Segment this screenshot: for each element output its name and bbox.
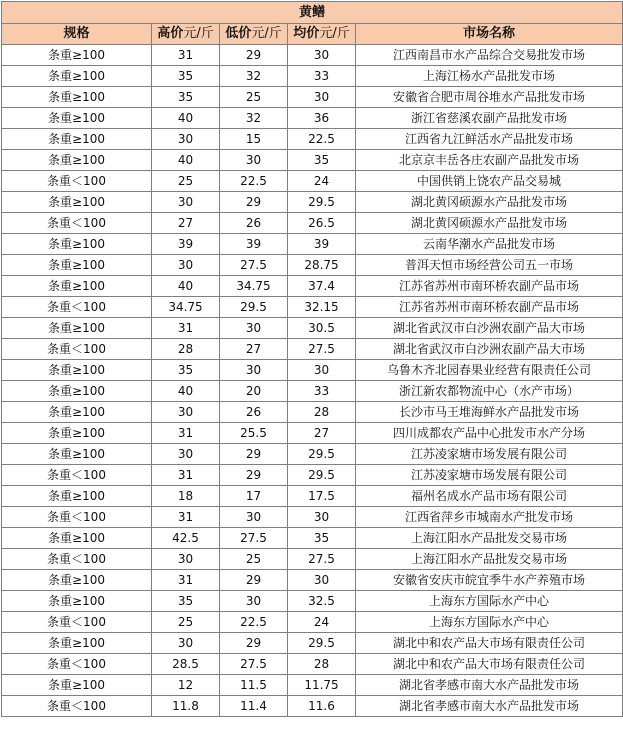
cell-low: 20	[220, 381, 288, 402]
cell-market: 安徽省合肥市周谷堆水产品批发市场	[356, 87, 623, 108]
cell-avg: 27	[288, 423, 356, 444]
table-row	[2, 171, 623, 192]
table-row	[2, 234, 623, 255]
table-row	[2, 591, 623, 612]
cell-spec: 条重＜100	[2, 171, 152, 192]
cell-market: 上海东方国际水产中心	[356, 612, 623, 633]
cell-low: 30	[220, 150, 288, 171]
cell-low: 27.5	[220, 528, 288, 549]
cell-market: 上海江杨水产品批发市场	[356, 66, 623, 87]
cell-spec: 条重≥100	[2, 486, 152, 507]
table-row	[2, 486, 623, 507]
cell-high: 35	[152, 591, 220, 612]
cell-spec: 条重≥100	[2, 402, 152, 423]
header-low-label: 低价	[225, 26, 252, 41]
cell-avg: 29.5	[288, 633, 356, 654]
cell-spec: 条重≥100	[2, 444, 152, 465]
cell-high: 12	[152, 675, 220, 696]
cell-avg: 29.5	[288, 444, 356, 465]
cell-spec: 条重≥100	[2, 276, 152, 297]
cell-low: 25	[220, 549, 288, 570]
cell-market: 上海江阳水产品批发交易市场	[356, 528, 623, 549]
table-row	[2, 633, 623, 654]
table-row	[2, 108, 623, 129]
cell-low: 25.5	[220, 423, 288, 444]
table-row	[2, 255, 623, 276]
cell-low: 30	[220, 507, 288, 528]
cell-high: 27	[152, 213, 220, 234]
cell-spec: 条重＜100	[2, 654, 152, 675]
cell-low: 27.5	[220, 255, 288, 276]
cell-low: 17	[220, 486, 288, 507]
table-row	[2, 549, 623, 570]
cell-high: 30	[152, 444, 220, 465]
cell-market: 北京京丰岳各庄农副产品批发市场	[356, 150, 623, 171]
cell-market: 江西省九江鲜活水产品批发市场	[356, 129, 623, 150]
cell-high: 31	[152, 570, 220, 591]
table-body	[2, 45, 623, 717]
cell-high: 40	[152, 276, 220, 297]
cell-high: 31	[152, 423, 220, 444]
cell-high: 31	[152, 318, 220, 339]
cell-avg: 35	[288, 150, 356, 171]
cell-avg: 32.5	[288, 591, 356, 612]
cell-market: 福州名成水产品市场有限公司	[356, 486, 623, 507]
cell-market: 乌鲁木齐北园春果业经营有限责任公司	[356, 360, 623, 381]
cell-market: 江苏省苏州市南环桥农副产品市场	[356, 276, 623, 297]
cell-low: 22.5	[220, 171, 288, 192]
cell-avg: 37.4	[288, 276, 356, 297]
table-row	[2, 192, 623, 213]
cell-market: 湖北黄冈硕源水产品批发市场	[356, 213, 623, 234]
table-row	[2, 402, 623, 423]
cell-market: 浙江新农都物流中心（水产市场）	[356, 381, 623, 402]
cell-low: 29	[220, 444, 288, 465]
cell-spec: 条重≥100	[2, 45, 152, 66]
cell-market: 长沙市马王堆海鲜水产品批发市场	[356, 402, 623, 423]
cell-low: 32	[220, 66, 288, 87]
cell-spec: 条重≥100	[2, 381, 152, 402]
cell-low: 27	[220, 339, 288, 360]
cell-high: 31	[152, 507, 220, 528]
cell-market: 四川成都农产品中心批发市水产分场	[356, 423, 623, 444]
cell-market: 云南华潮水产品批发市场	[356, 234, 623, 255]
header-avg	[288, 24, 356, 45]
cell-low: 15	[220, 129, 288, 150]
cell-market: 江苏省苏州市南环桥农副产品市场	[356, 297, 623, 318]
cell-avg: 33	[288, 66, 356, 87]
cell-spec: 条重≥100	[2, 108, 152, 129]
cell-avg: 24	[288, 612, 356, 633]
cell-high: 30	[152, 402, 220, 423]
title-row	[2, 2, 623, 24]
cell-market: 普洱天恒市场经营公司五一市场	[356, 255, 623, 276]
header-market: 市场名称	[356, 24, 623, 45]
cell-market: 江苏凌家塘市场发展有限公司	[356, 465, 623, 486]
table-row	[2, 360, 623, 381]
cell-spec: 条重≥100	[2, 633, 152, 654]
cell-low: 27.5	[220, 654, 288, 675]
table-row	[2, 45, 623, 66]
cell-market: 江苏凌家塘市场发展有限公司	[356, 444, 623, 465]
cell-spec: 条重≥100	[2, 87, 152, 108]
cell-market: 湖北省孝感市南大水产品批发市场	[356, 696, 623, 717]
cell-market: 江西省萍乡市城南水产批发市场	[356, 507, 623, 528]
cell-spec: 条重≥100	[2, 570, 152, 591]
cell-avg: 30	[288, 45, 356, 66]
cell-avg: 27.5	[288, 549, 356, 570]
cell-avg: 24	[288, 171, 356, 192]
cell-spec: 条重≥100	[2, 129, 152, 150]
table-row	[2, 654, 623, 675]
cell-spec: 条重≥100	[2, 192, 152, 213]
table-row	[2, 465, 623, 486]
cell-market: 湖北省武汉市白沙洲农副产品大市场	[356, 318, 623, 339]
cell-high: 42.5	[152, 528, 220, 549]
cell-avg: 27.5	[288, 339, 356, 360]
cell-high: 39	[152, 234, 220, 255]
cell-spec: 条重＜100	[2, 507, 152, 528]
cell-low: 11.5	[220, 675, 288, 696]
cell-high: 30	[152, 129, 220, 150]
table-row	[2, 528, 623, 549]
cell-avg: 32.15	[288, 297, 356, 318]
table-row	[2, 570, 623, 591]
header-high-unit: 元/斤	[183, 26, 214, 41]
cell-avg: 28	[288, 654, 356, 675]
cell-avg: 22.5	[288, 129, 356, 150]
cell-low: 29	[220, 192, 288, 213]
cell-spec: 条重≥100	[2, 318, 152, 339]
header-row	[2, 24, 623, 45]
cell-avg: 30	[288, 87, 356, 108]
header-low-unit: 元/斤	[251, 26, 282, 41]
cell-spec: 条重≥100	[2, 528, 152, 549]
cell-low: 39	[220, 234, 288, 255]
header-avg-unit: 元/斤	[319, 26, 350, 41]
cell-low: 26	[220, 213, 288, 234]
cell-high: 31	[152, 465, 220, 486]
cell-market: 湖北中和农产品大市场有限责任公司	[356, 633, 623, 654]
cell-avg: 26.5	[288, 213, 356, 234]
cell-avg: 28.75	[288, 255, 356, 276]
table-row	[2, 213, 623, 234]
cell-high: 11.8	[152, 696, 220, 717]
cell-high: 28.5	[152, 654, 220, 675]
cell-market: 浙江省慈溪农副产品批发市场	[356, 108, 623, 129]
table-row	[2, 339, 623, 360]
cell-spec: 条重≥100	[2, 150, 152, 171]
cell-avg: 11.75	[288, 675, 356, 696]
cell-avg: 30.5	[288, 318, 356, 339]
cell-avg: 30	[288, 507, 356, 528]
cell-spec: 条重＜100	[2, 612, 152, 633]
cell-spec: 条重≥100	[2, 234, 152, 255]
cell-low: 30	[220, 318, 288, 339]
table-title: 黄鳝	[2, 2, 623, 24]
cell-high: 40	[152, 150, 220, 171]
table-row	[2, 423, 623, 444]
cell-high: 40	[152, 381, 220, 402]
cell-high: 25	[152, 171, 220, 192]
cell-avg: 28	[288, 402, 356, 423]
cell-market: 中国供销上饶农产品交易城	[356, 171, 623, 192]
cell-market: 上海东方国际水产中心	[356, 591, 623, 612]
cell-market: 湖北省武汉市白沙洲农副产品大市场	[356, 339, 623, 360]
table-row	[2, 612, 623, 633]
cell-market: 湖北中和农产品大市场有限责任公司	[356, 654, 623, 675]
cell-avg: 29.5	[288, 192, 356, 213]
cell-market: 湖北省孝感市南大水产品批发市场	[356, 675, 623, 696]
header-avg-label: 均价	[293, 26, 320, 41]
cell-low: 32	[220, 108, 288, 129]
cell-spec: 条重＜100	[2, 465, 152, 486]
cell-spec: 条重≥100	[2, 675, 152, 696]
cell-high: 30	[152, 633, 220, 654]
cell-spec: 条重≥100	[2, 591, 152, 612]
table-row	[2, 87, 623, 108]
cell-high: 34.75	[152, 297, 220, 318]
cell-spec: 条重＜100	[2, 549, 152, 570]
cell-spec: 条重≥100	[2, 360, 152, 381]
cell-avg: 29.5	[288, 465, 356, 486]
cell-low: 29	[220, 45, 288, 66]
cell-high: 35	[152, 66, 220, 87]
table-row	[2, 675, 623, 696]
header-high	[152, 24, 220, 45]
cell-avg: 35	[288, 528, 356, 549]
table-row	[2, 66, 623, 87]
cell-spec: 条重≥100	[2, 255, 152, 276]
table-row	[2, 318, 623, 339]
cell-low: 30	[220, 591, 288, 612]
cell-high: 18	[152, 486, 220, 507]
cell-low: 29	[220, 633, 288, 654]
cell-low: 29	[220, 570, 288, 591]
cell-market: 安徽省安庆市皖宜季牛水产养殖市场	[356, 570, 623, 591]
cell-low: 34.75	[220, 276, 288, 297]
header-high-label: 高价	[157, 26, 184, 41]
cell-high: 31	[152, 45, 220, 66]
cell-spec: 条重＜100	[2, 297, 152, 318]
cell-avg: 36	[288, 108, 356, 129]
cell-low: 26	[220, 402, 288, 423]
cell-low: 25	[220, 87, 288, 108]
cell-low: 22.5	[220, 612, 288, 633]
cell-low: 29.5	[220, 297, 288, 318]
cell-high: 35	[152, 360, 220, 381]
cell-avg: 39	[288, 234, 356, 255]
cell-spec: 条重＜100	[2, 696, 152, 717]
cell-spec: 条重≥100	[2, 423, 152, 444]
cell-avg: 30	[288, 360, 356, 381]
cell-market: 上海江阳水产品批发交易市场	[356, 549, 623, 570]
table-row	[2, 129, 623, 150]
cell-spec: 条重＜100	[2, 339, 152, 360]
cell-high: 30	[152, 192, 220, 213]
table-row	[2, 696, 623, 717]
cell-low: 29	[220, 465, 288, 486]
cell-high: 30	[152, 255, 220, 276]
cell-high: 30	[152, 549, 220, 570]
cell-low: 11.4	[220, 696, 288, 717]
cell-market: 湖北黄冈硕源水产品批发市场	[356, 192, 623, 213]
cell-high: 40	[152, 108, 220, 129]
cell-avg: 30	[288, 570, 356, 591]
cell-avg: 17.5	[288, 486, 356, 507]
cell-high: 28	[152, 339, 220, 360]
cell-spec: 条重≥100	[2, 66, 152, 87]
table-row	[2, 381, 623, 402]
cell-spec: 条重＜100	[2, 213, 152, 234]
table-row	[2, 297, 623, 318]
price-table	[1, 1, 623, 717]
cell-market: 江西南昌市水产品综合交易批发市场	[356, 45, 623, 66]
cell-avg: 33	[288, 381, 356, 402]
cell-high: 35	[152, 87, 220, 108]
table-row	[2, 150, 623, 171]
table-row	[2, 507, 623, 528]
header-low	[220, 24, 288, 45]
cell-high: 25	[152, 612, 220, 633]
table-row	[2, 444, 623, 465]
header-spec: 规格	[2, 24, 152, 45]
cell-avg: 11.6	[288, 696, 356, 717]
cell-low: 30	[220, 360, 288, 381]
table-row	[2, 276, 623, 297]
